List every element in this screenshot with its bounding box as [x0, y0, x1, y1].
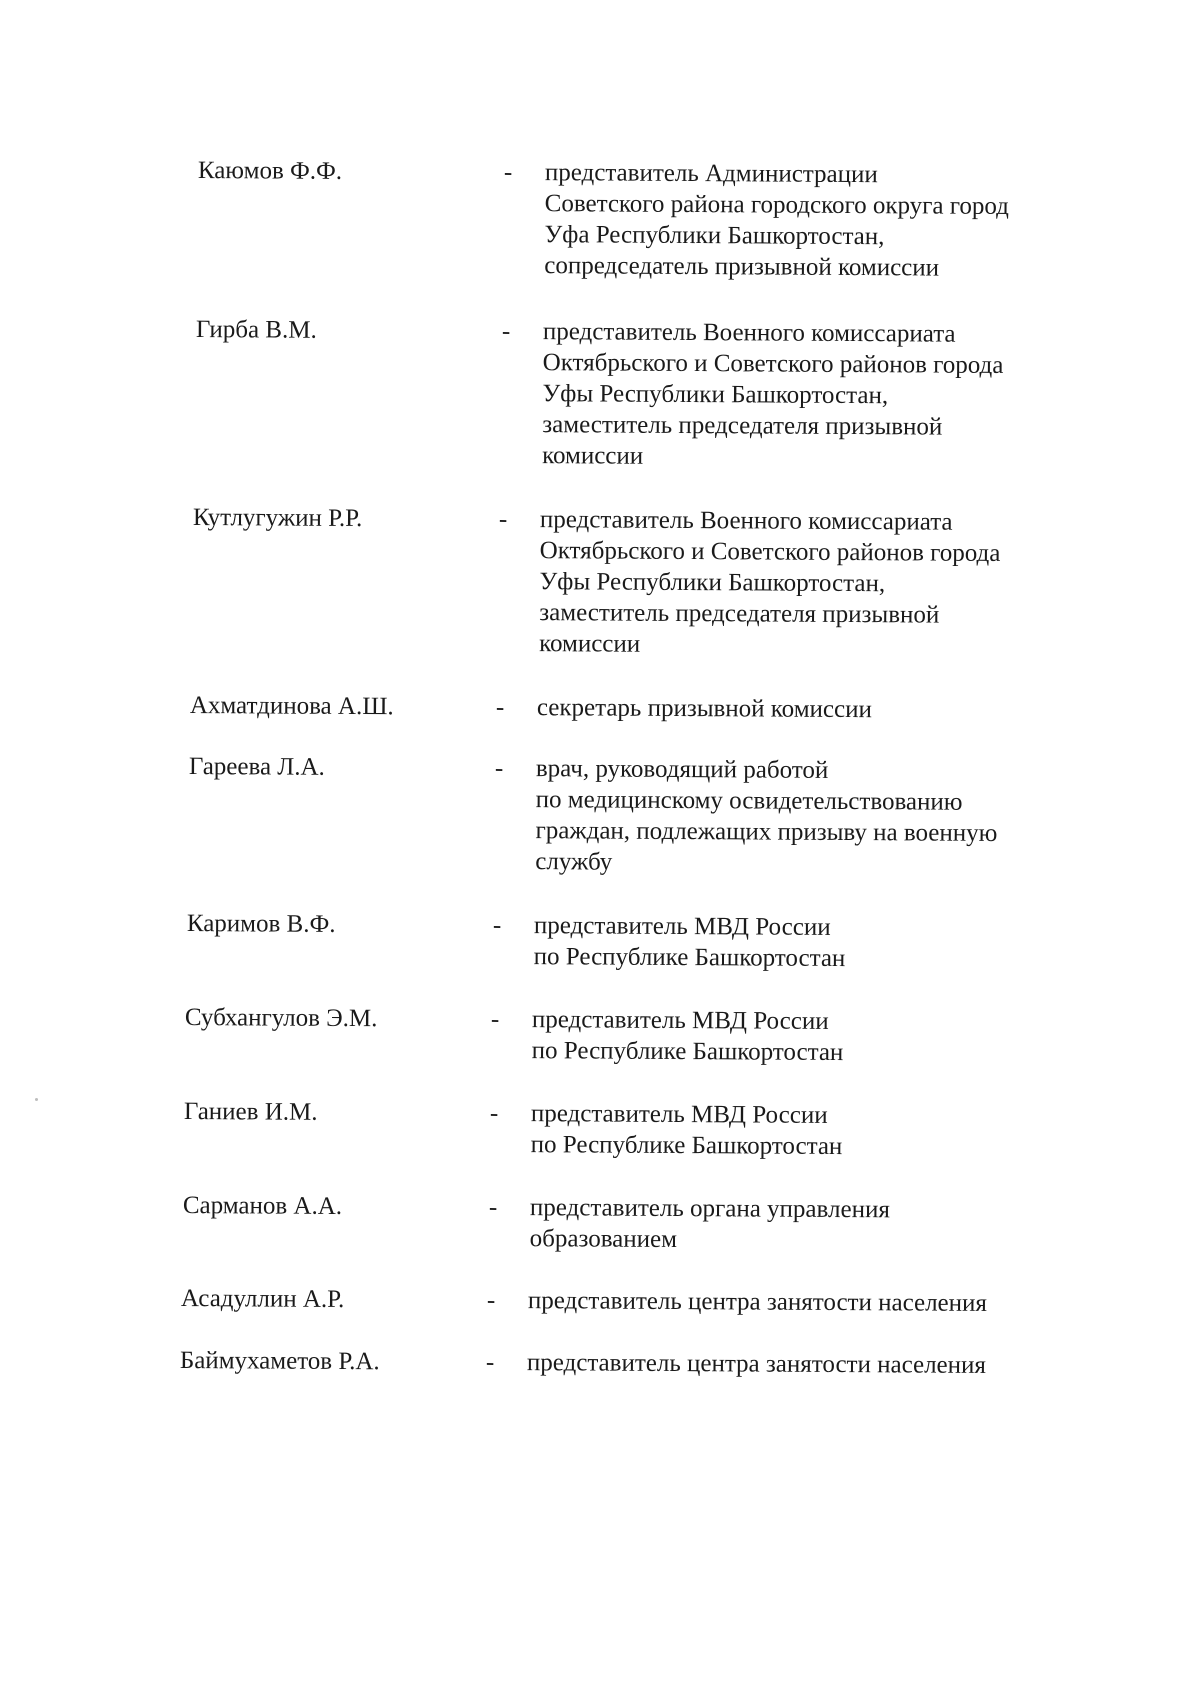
member-entry	[197, 155, 1198, 301]
member-role-line: заместитель председателя призывной	[539, 599, 940, 629]
member-name: Каримов В.Ф.	[186, 909, 336, 938]
member-entry	[195, 314, 1196, 470]
member-entry	[179, 1345, 1180, 1491]
member-role	[528, 1285, 1088, 1319]
member-role	[527, 1347, 1087, 1381]
member-role-line: представитель Администрации	[544, 159, 878, 189]
member-role-line: представитель МВД России	[531, 1006, 829, 1035]
member-role	[531, 1098, 1091, 1163]
member-role-line: сопредседатель призывной комиссии	[544, 252, 940, 282]
member-entry	[188, 751, 1189, 897]
member-role-line: по Республике Башкортостан	[531, 1037, 844, 1067]
member-role-line: комиссии	[539, 630, 641, 658]
member-name: Гареева Л.А.	[188, 752, 325, 781]
member-role-line: Уфа Республики Башкортостан,	[544, 221, 885, 251]
member-role-line: образованием	[529, 1225, 678, 1254]
member-role	[535, 753, 1096, 880]
member-entry	[192, 502, 1193, 658]
member-role	[542, 316, 1103, 474]
member-role	[537, 692, 1097, 726]
scan-speck	[35, 1098, 38, 1101]
member-role-line: по медицинскому освидетельствованию	[535, 786, 963, 816]
member-role-line: Уфы Республики Башкортостан,	[539, 568, 886, 598]
member-role-line: представитель Военного комиссариата	[542, 318, 956, 348]
member-name: Гирба В.М.	[195, 315, 317, 344]
member-name: Каюмов Ф.Ф.	[197, 156, 343, 185]
member-role-line: Октябрьского и Советского районов города	[539, 537, 1001, 567]
member-role	[539, 504, 1100, 662]
member-role-line: граждан, подлежащих призыву на военную	[535, 817, 998, 847]
member-name: Асадуллин А.Р.	[180, 1285, 345, 1313]
member-role-line: заместитель председателя призывной	[542, 411, 943, 441]
member-dash: -	[492, 911, 502, 939]
member-dash: -	[498, 505, 508, 533]
member-role	[534, 910, 1094, 975]
member-dash: -	[501, 317, 511, 345]
member-role-line: представитель Военного комиссариата	[539, 506, 953, 536]
member-role-line: врач, руководящий работой	[535, 755, 829, 784]
member-dash: -	[489, 1099, 499, 1127]
member-dash: -	[503, 158, 513, 186]
member-dash: -	[494, 754, 504, 782]
member-name: Кутлугужин Р.Р.	[192, 503, 363, 533]
member-role	[532, 1004, 1092, 1069]
member-role-line: Уфы Республики Башкортостан,	[542, 380, 889, 410]
member-role-line: службу	[535, 848, 613, 876]
member-role-line: представитель органа управления	[529, 1194, 890, 1224]
member-dash: -	[490, 1005, 500, 1033]
member-dash: -	[485, 1348, 495, 1376]
member-role-line: представитель центра занятости населения	[526, 1349, 987, 1379]
member-dash: -	[486, 1286, 496, 1314]
member-name: Субхангулов Э.М.	[184, 1003, 378, 1033]
member-role-line: Октябрьского и Советского районов города	[542, 349, 1004, 379]
member-role-line: по Республике Башкортостан	[533, 943, 846, 973]
member-role-line: по Республике Башкортостан	[530, 1131, 843, 1161]
member-name: Сарманов А.А.	[182, 1192, 343, 1220]
member-dash: -	[495, 693, 505, 721]
member-name: Ахматдинова А.Ш.	[189, 691, 394, 721]
member-role-line: представитель центра занятости населения	[527, 1287, 988, 1317]
member-role-line: представитель МВД России	[533, 912, 831, 941]
member-role-line: Советского района городского округа город	[544, 190, 1010, 220]
member-role-line: секретарь призывной комиссии	[536, 694, 872, 724]
member-role	[530, 1192, 1090, 1257]
member-role-line: комиссии	[542, 442, 644, 470]
member-dash: -	[488, 1193, 498, 1221]
member-name: Баймухаметов Р.А.	[179, 1347, 380, 1376]
member-role-line: представитель МВД России	[530, 1100, 828, 1129]
member-name: Ганиев И.М.	[183, 1098, 318, 1126]
member-role	[544, 157, 1105, 284]
